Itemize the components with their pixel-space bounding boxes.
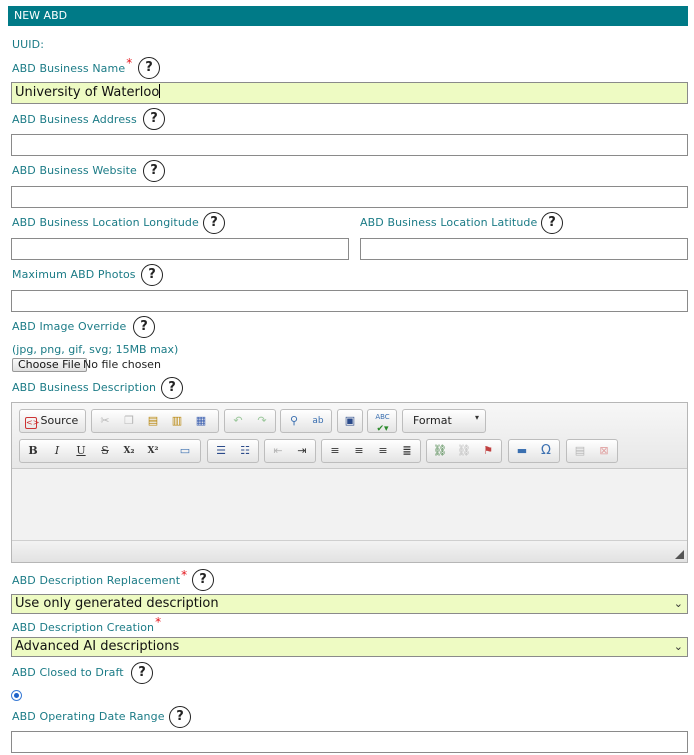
spellcheck-icon[interactable]: ABC ✔▾ — [375, 413, 390, 434]
longitude-input[interactable] — [11, 238, 349, 260]
business-website-input[interactable] — [11, 186, 688, 208]
required-asterisk: * — [126, 56, 133, 70]
unlink-icon[interactable]: ⛓ — [457, 444, 471, 457]
business-name-input[interactable] — [11, 82, 688, 104]
max-photos-label: Maximum ABD Photos — [12, 268, 136, 281]
editor-footer — [12, 540, 687, 562]
business-address-help-icon[interactable]: ? — [143, 108, 165, 130]
description-creation-value: Advanced AI descriptions — [15, 639, 180, 654]
clipboard-group — [91, 409, 219, 433]
spellcheck-group — [367, 409, 397, 433]
spell-glyph: ABC — [375, 413, 390, 421]
find-icon[interactable]: ⚲ — [289, 414, 299, 427]
latitude-input[interactable] — [360, 238, 688, 260]
align-group — [321, 439, 421, 463]
align-center-icon[interactable]: ≡ — [354, 444, 364, 457]
lists-group — [207, 439, 259, 463]
copy-icon[interactable]: ❐ — [124, 414, 134, 427]
business-name-label-text: ABD Business Name — [12, 62, 126, 75]
anchor-icon[interactable]: ⚑ — [483, 444, 493, 457]
business-name-value: University of Waterloo — [15, 85, 160, 100]
max-photos-input[interactable] — [11, 290, 688, 312]
paste-word-icon[interactable]: ▦ — [195, 414, 207, 427]
description-creation-select[interactable] — [11, 637, 688, 657]
format-label: Format — [413, 414, 452, 427]
bold-icon[interactable]: B — [28, 444, 38, 457]
find-group — [280, 409, 332, 433]
description-replacement-value: Use only generated description — [15, 596, 219, 611]
required-asterisk: * — [155, 615, 162, 629]
undo-icon[interactable]: ↶ — [233, 414, 243, 427]
bulleted-list-icon[interactable]: ☷ — [240, 444, 250, 457]
chevron-down-icon: ▾ — [474, 413, 479, 422]
rich-text-editor — [11, 402, 688, 563]
special-char-icon[interactable]: Ω — [541, 443, 551, 458]
indent-icon[interactable]: ⇥ — [297, 444, 307, 457]
image-override-help-icon[interactable]: ? — [133, 316, 155, 338]
operating-date-range-label: ABD Operating Date Range — [12, 710, 165, 723]
remove-format-icon[interactable]: ▭ — [179, 444, 191, 457]
image-format-hint: (jpg, png, gif, svg; 15MB max) — [12, 343, 179, 356]
description-help-icon[interactable]: ? — [161, 377, 183, 399]
business-address-input[interactable] — [11, 134, 688, 156]
description-replacement-label — [12, 568, 188, 587]
format-dropdown[interactable] — [402, 409, 486, 433]
source-icon: <> — [26, 418, 40, 427]
uuid-label: UUID: — [12, 38, 45, 51]
superscript-icon[interactable]: X² — [147, 446, 159, 456]
business-address-label: ABD Business Address — [12, 113, 137, 126]
links-group — [426, 439, 502, 463]
file-status: No file chosen — [83, 358, 161, 371]
description-replacement-select[interactable] — [11, 594, 688, 614]
chevron-down-icon: ⌄ — [673, 640, 683, 653]
italic-icon[interactable]: I — [54, 444, 60, 457]
latitude-help-icon[interactable]: ? — [541, 212, 563, 234]
subscript-icon[interactable]: X₂ — [123, 446, 135, 456]
numbered-list-icon[interactable]: ☰ — [216, 444, 226, 457]
paste-disabled-icon: ▤ — [574, 444, 586, 457]
description-creation-label — [12, 615, 162, 634]
basic-styles-group — [19, 439, 201, 463]
operating-date-range-input[interactable] — [11, 731, 688, 753]
latitude-label: ABD Business Location Latitude — [360, 216, 538, 229]
description-replacement-label-text: ABD Description Replacement — [12, 574, 181, 587]
source-label: Source — [40, 414, 79, 427]
source-button[interactable] — [22, 411, 84, 431]
replace-icon[interactable]: ab — [312, 416, 324, 426]
form-header: NEW ABD — [8, 6, 688, 26]
strike-icon[interactable]: S — [101, 444, 109, 457]
insert-group — [508, 439, 560, 463]
operating-date-range-help-icon[interactable]: ? — [169, 706, 191, 728]
description-replacement-help-icon[interactable]: ? — [192, 569, 214, 591]
cut-icon[interactable]: ✂ — [100, 414, 110, 427]
justify-icon[interactable]: ≣ — [402, 444, 412, 457]
choose-file-button[interactable]: Choose File — [12, 358, 87, 372]
editor-content-area[interactable] — [12, 470, 687, 542]
closed-to-draft-help-icon[interactable]: ? — [131, 662, 153, 684]
description-creation-label-text: ABD Description Creation — [12, 621, 155, 634]
link-icon[interactable]: ⛓ — [433, 444, 447, 457]
source-group — [19, 409, 86, 433]
business-website-help-icon[interactable]: ? — [143, 160, 165, 182]
longitude-label: ABD Business Location Longitude — [12, 216, 199, 229]
misc-group — [566, 439, 618, 463]
business-website-label: ABD Business Website — [12, 164, 137, 177]
underline-icon[interactable]: U — [76, 444, 86, 457]
delete-disabled-icon: ⊠ — [599, 444, 609, 457]
description-label: ABD Business Description — [12, 381, 157, 394]
business-name-help-icon[interactable]: ? — [138, 57, 160, 79]
max-photos-help-icon[interactable]: ? — [141, 264, 163, 286]
align-left-icon[interactable]: ≡ — [330, 444, 340, 457]
closed-to-draft-label: ABD Closed to Draft — [12, 666, 124, 679]
history-group — [224, 409, 276, 433]
text-caret — [159, 84, 160, 98]
indent-group — [264, 439, 316, 463]
select-all-icon[interactable]: ▣ — [344, 414, 356, 427]
chevron-down-icon: ⌄ — [673, 597, 683, 610]
image-override-label: ABD Image Override — [12, 320, 127, 333]
select-all-group — [337, 409, 363, 433]
business-name-label — [12, 56, 133, 75]
outdent-icon[interactable]: ⇤ — [273, 444, 283, 457]
longitude-help-icon[interactable]: ? — [203, 212, 225, 234]
paste-text-icon[interactable]: ▥ — [171, 414, 183, 427]
resize-handle-icon[interactable] — [675, 550, 684, 559]
align-right-icon[interactable]: ≡ — [378, 444, 388, 457]
required-asterisk: * — [181, 568, 188, 582]
paste-icon[interactable]: ▤ — [147, 414, 159, 427]
redo-icon[interactable]: ↷ — [257, 414, 267, 427]
horizontal-rule-icon[interactable]: ▬ — [516, 444, 528, 457]
closed-to-draft-radio[interactable] — [11, 690, 22, 701]
